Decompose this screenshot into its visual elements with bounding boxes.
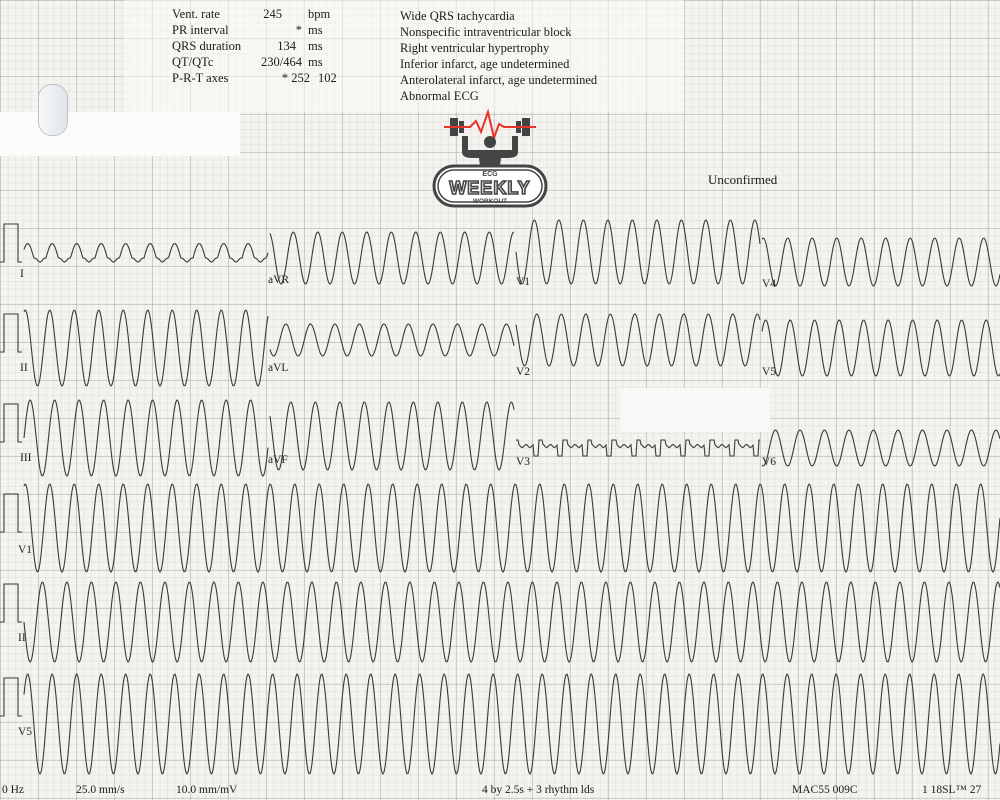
trace-lead-i	[24, 244, 268, 262]
rhythm-trace-v5	[24, 674, 1000, 774]
trace-lead-v3	[516, 440, 760, 456]
interpretation-line: Nonspecific intraventricular block	[400, 25, 572, 39]
trace-lead-v4	[762, 238, 1000, 286]
trace-lead-avf	[270, 402, 514, 470]
status-unconfirmed: Unconfirmed	[708, 172, 778, 187]
interpretation-line: Wide QRS tachycardia	[400, 9, 515, 23]
calibration-pulse	[0, 314, 22, 352]
measurement-vent-rate: Vent. rate 245 bpm	[172, 7, 331, 21]
lead-label-ii: II	[20, 362, 28, 374]
logo-text-bottom: WORKOUT	[472, 198, 508, 205]
interpretation-line: Anterolateral infarct, age undetermined	[400, 73, 598, 87]
calibration-pulse	[0, 494, 22, 532]
rhythm-label-v1: V1	[18, 544, 33, 556]
measurement-qt-qtc: QT/QTc 230/464 ms	[172, 55, 323, 69]
footer-code: 1 18SL™ 27	[922, 784, 982, 796]
measurement-pr-interval: PR interval * ms	[172, 23, 323, 37]
calibration-pulse	[0, 224, 22, 262]
logo-text-main: WEEKLY	[449, 178, 531, 198]
rhythm-trace-v1	[24, 484, 1000, 572]
logo-text-top: ECG	[482, 171, 498, 178]
rhythm-label-ii: II	[18, 632, 26, 644]
measurement-prt-axes: P-R-T axes * 252 102	[172, 71, 337, 85]
trace-lead-v1	[516, 220, 760, 284]
interpretation-line: Inferior infarct, age undetermined	[400, 57, 570, 71]
trace-lead-ii	[24, 310, 268, 386]
lead-label-iii: III	[20, 452, 32, 464]
footer-layout: 4 by 2.5s + 3 rhythm lds	[482, 784, 595, 796]
trace-lead-v6	[762, 430, 1000, 466]
lead-label-v4: V4	[762, 278, 777, 290]
lead-label-v2: V2	[516, 366, 531, 378]
lead-label-v3: V3	[516, 456, 531, 468]
lead-label-avl: aVL	[268, 362, 289, 374]
trace-lead-avl	[270, 324, 514, 356]
rhythm-label-v5: V5	[18, 726, 33, 738]
trace-lead-avr	[270, 232, 514, 284]
lead-label-v1: V1	[516, 276, 531, 288]
measurement-qrs-duration: QRS duration 134 ms	[172, 39, 323, 53]
lead-label-i: I	[20, 268, 24, 280]
interpretation-line: Right ventricular hypertrophy	[400, 41, 550, 55]
rhythm-trace-ii	[24, 582, 1000, 662]
footer-device: MAC55 009C	[792, 784, 858, 796]
calibration-pulse	[0, 678, 22, 716]
lead-label-v6: V6	[762, 456, 777, 468]
calibration-pulse	[0, 584, 22, 622]
interpretation-line: Abnormal ECG	[400, 89, 479, 103]
trace-lead-iii	[24, 400, 268, 476]
footer-filter: 0 Hz	[2, 784, 25, 796]
lead-label-avf: aVF	[268, 454, 288, 466]
calibration-pulse	[0, 404, 22, 442]
footer-gain: 10.0 mm/mV	[176, 784, 238, 796]
footer-speed: 25.0 mm/s	[76, 784, 125, 796]
lead-label-avr: aVR	[268, 274, 290, 286]
trace-lead-v2	[516, 314, 760, 366]
lead-label-v5: V5	[762, 366, 777, 378]
trace-lead-v5	[762, 320, 1000, 376]
